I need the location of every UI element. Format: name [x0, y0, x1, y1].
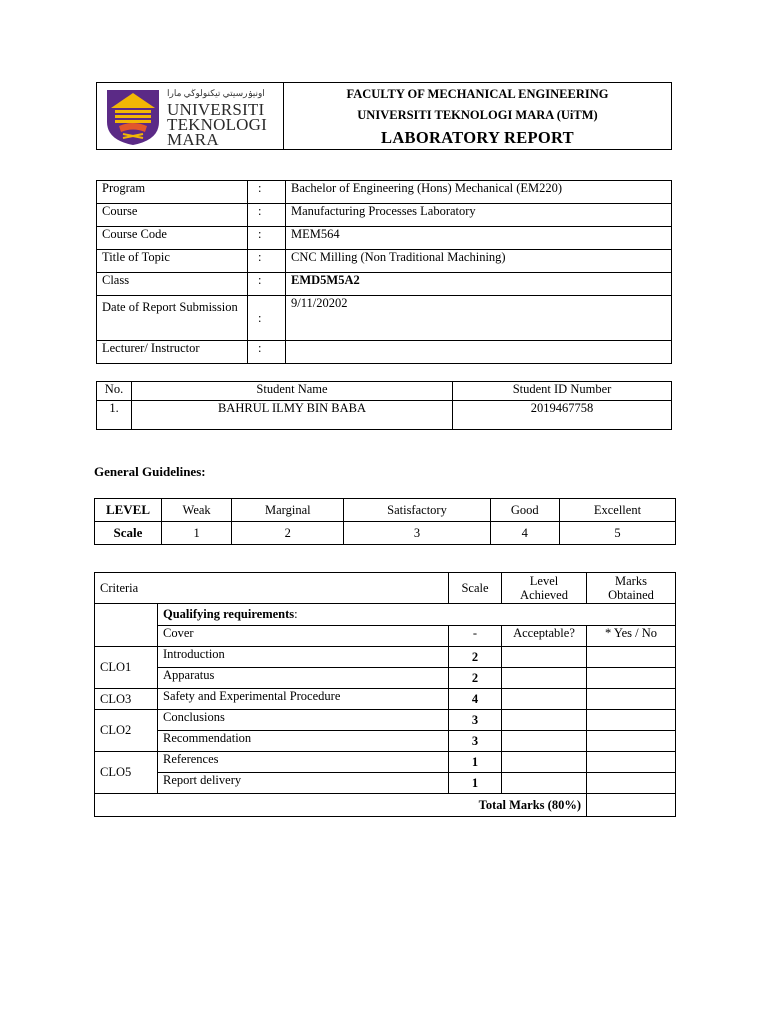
total-marks-label: Total Marks (80%): [95, 794, 587, 817]
total-row: [95, 794, 676, 817]
clo-label: CLO1: [95, 647, 158, 689]
info-colon: :: [248, 250, 286, 273]
col-header-name: Student Name: [132, 382, 453, 401]
level-achieved[interactable]: [502, 668, 587, 689]
col-header-marks: Marks Obtained: [587, 573, 676, 604]
criteria-name: Conclusions: [158, 710, 449, 731]
info-value: Manufacturing Processes Laboratory: [286, 204, 672, 227]
marks-obtained[interactable]: [587, 752, 676, 773]
info-colon: :: [248, 341, 286, 364]
criteria-scale: -: [449, 626, 502, 647]
student-row: [97, 401, 672, 430]
info-colon: :: [248, 273, 286, 296]
marks-obtained: * Yes / No: [587, 626, 676, 647]
level-name: Weak: [162, 499, 232, 522]
info-value: MEM564: [286, 227, 672, 250]
info-colon: :: [248, 296, 286, 341]
criteria-table: [94, 572, 676, 817]
criteria-name: Recommendation: [158, 731, 449, 752]
info-value: 9/11/20202: [286, 296, 672, 341]
guidelines-heading: General Guidelines:: [94, 464, 206, 479]
info-row-lecturer: [97, 341, 672, 364]
header-box: [96, 82, 672, 150]
level-label: LEVEL: [95, 499, 162, 522]
criteria-name: References: [158, 752, 449, 773]
clo-label: CLO2: [95, 710, 158, 752]
level-achieved[interactable]: [502, 689, 587, 710]
qualifying-row: [95, 604, 676, 626]
level-achieved[interactable]: [502, 731, 587, 752]
report-info-table: [96, 180, 672, 364]
level-name: Satisfactory: [344, 499, 490, 522]
col-header-level: Level Achieved: [502, 573, 587, 604]
info-value: CNC Milling (Non Traditional Machining): [286, 250, 672, 273]
marks-obtained[interactable]: [587, 710, 676, 731]
info-label: Class: [97, 273, 248, 296]
info-value: Bachelor of Engineering (Hons) Mechanical (EM220): [286, 181, 672, 204]
info-row-course: [97, 204, 672, 227]
marks-obtained[interactable]: [587, 668, 676, 689]
total-marks-value[interactable]: [587, 794, 676, 817]
level-name: Marginal: [232, 499, 344, 522]
col-header-no: No.: [97, 382, 132, 401]
info-row-program: [97, 181, 672, 204]
level-achieved[interactable]: [502, 710, 587, 731]
student-table: [96, 381, 672, 430]
info-label: Date of Report Submission: [97, 296, 248, 341]
student-no: 1.: [97, 401, 132, 430]
scale-value: 4: [490, 522, 559, 545]
col-header-id: Student ID Number: [453, 382, 672, 401]
marks-obtained[interactable]: [587, 647, 676, 668]
marks-obtained[interactable]: [587, 731, 676, 752]
criteria-name: Safety and Experimental Procedure: [158, 689, 449, 710]
clo-label: CLO5: [95, 752, 158, 794]
scale-value: 1: [162, 522, 232, 545]
level-achieved[interactable]: [502, 647, 587, 668]
criteria-row: [95, 689, 676, 710]
scale-row: [95, 522, 676, 545]
scale-value: 2: [232, 522, 344, 545]
criteria-name: Introduction: [158, 647, 449, 668]
criteria-row: [95, 668, 676, 689]
criteria-row: [95, 752, 676, 773]
info-colon: :: [248, 181, 286, 204]
criteria-name: Cover: [158, 626, 449, 647]
criteria-row: [95, 647, 676, 668]
criteria-scale: 2: [449, 647, 502, 668]
info-value: [286, 341, 672, 364]
criteria-scale: 3: [449, 731, 502, 752]
level-achieved[interactable]: [502, 773, 587, 794]
criteria-row: [95, 710, 676, 731]
info-row-title: [97, 250, 672, 273]
info-label: Course Code: [97, 227, 248, 250]
col-header-criteria: Criteria: [95, 573, 449, 604]
criteria-scale: 3: [449, 710, 502, 731]
logo-line-1: UNIVERSITI: [167, 99, 265, 119]
marks-obtained[interactable]: [587, 773, 676, 794]
info-row-course-code: [97, 227, 672, 250]
header-title-cell: [284, 83, 672, 150]
info-colon: :: [248, 204, 286, 227]
logo-jawi-text: اونيۏرسيتي تيكنولوڬي مارا: [167, 87, 265, 98]
report-title: LABORATORY REPORT: [381, 127, 574, 147]
level-name: Good: [490, 499, 559, 522]
qualifying-clo-cell: [95, 604, 158, 647]
criteria-name: Apparatus: [158, 668, 449, 689]
criteria-scale: 1: [449, 752, 502, 773]
info-label: Title of Topic: [97, 250, 248, 273]
student-name: BAHRUL ILMY BIN BABA: [132, 401, 453, 430]
level-achieved: Acceptable?: [502, 626, 587, 647]
info-colon: :: [248, 227, 286, 250]
info-label: Lecturer/ Instructor: [97, 341, 248, 364]
info-value: EMD5M5A2: [286, 273, 672, 296]
scale-label: Scale: [95, 522, 162, 545]
clo-label: CLO3: [95, 689, 158, 710]
logo-line-2: TEKNOLOGI: [167, 114, 267, 134]
cover-row: [95, 626, 676, 647]
criteria-scale: 4: [449, 689, 502, 710]
uitm-logo-icon: [105, 86, 161, 146]
qualifying-label: Qualifying requirements:: [158, 604, 676, 626]
level-achieved[interactable]: [502, 752, 587, 773]
logo-line-3: MARA: [167, 129, 219, 149]
info-label: Program: [97, 181, 248, 204]
info-row-class: [97, 273, 672, 296]
info-label: Course: [97, 204, 248, 227]
info-row-date: [97, 296, 672, 341]
marks-obtained[interactable]: [587, 689, 676, 710]
faculty-name: FACULTY OF MECHANICAL ENGINEERING: [346, 86, 609, 101]
scale-value: 5: [559, 522, 675, 545]
col-header-scale: Scale: [449, 573, 502, 604]
criteria-row: [95, 773, 676, 794]
student-id: 2019467758: [453, 401, 672, 430]
level-row: [95, 499, 676, 522]
criteria-header-row: [95, 573, 676, 604]
logo-cell: [97, 83, 284, 150]
scale-value: 3: [344, 522, 490, 545]
criteria-row: [95, 731, 676, 752]
university-name: UNIVERSITI TEKNOLOGI MARA (UiTM): [357, 107, 598, 122]
criteria-scale: 1: [449, 773, 502, 794]
criteria-name: Report delivery: [158, 773, 449, 794]
level-name: Excellent: [559, 499, 675, 522]
criteria-scale: 2: [449, 668, 502, 689]
student-header-row: [97, 382, 672, 401]
level-scale-table: [94, 498, 676, 545]
